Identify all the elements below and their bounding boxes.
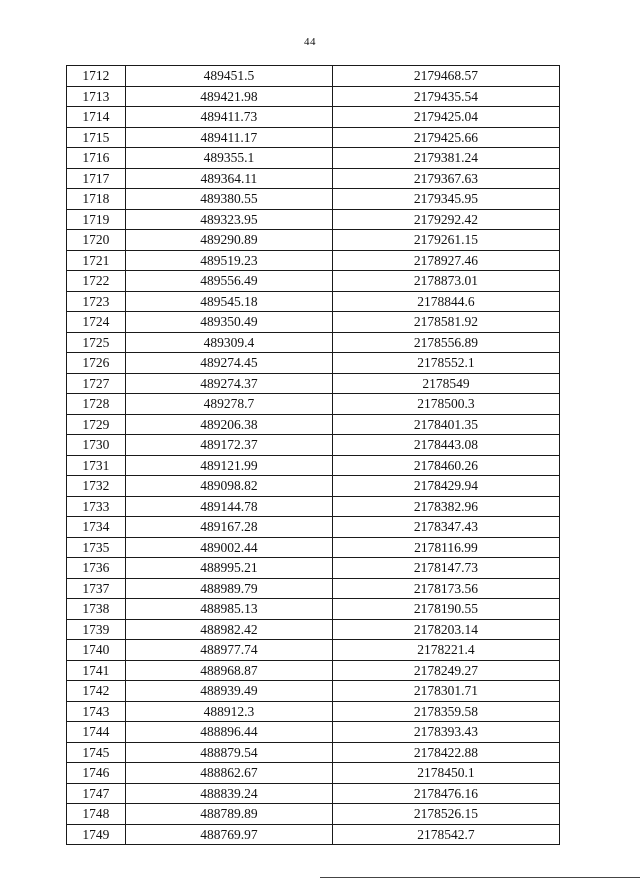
table-row <box>67 599 560 620</box>
point-number-cell: 1734 <box>67 517 126 538</box>
table-row <box>67 558 560 579</box>
x-coordinate-cell: 488989.79 <box>125 578 332 599</box>
y-coordinate-cell: 2178249.27 <box>332 660 559 681</box>
y-coordinate-cell: 2178359.58 <box>332 701 559 722</box>
table-row <box>67 742 560 763</box>
x-coordinate-cell: 488982.42 <box>125 619 332 640</box>
coordinates-table-body <box>67 66 560 845</box>
x-coordinate-cell: 488912.3 <box>125 701 332 722</box>
x-coordinate-cell: 489323.95 <box>125 209 332 230</box>
point-number-cell: 1730 <box>67 435 126 456</box>
table-row <box>67 804 560 825</box>
y-coordinate-cell: 2178190.55 <box>332 599 559 620</box>
y-coordinate-cell: 2178542.7 <box>332 824 559 845</box>
x-coordinate-cell: 489274.45 <box>125 353 332 374</box>
table-row <box>67 537 560 558</box>
x-coordinate-cell: 488939.49 <box>125 681 332 702</box>
y-coordinate-cell: 2178460.26 <box>332 455 559 476</box>
point-number-cell: 1715 <box>67 127 126 148</box>
x-coordinate-cell: 488985.13 <box>125 599 332 620</box>
x-coordinate-cell: 488839.24 <box>125 783 332 804</box>
y-coordinate-cell: 2179468.57 <box>332 66 559 87</box>
table-row <box>67 291 560 312</box>
point-number-cell: 1731 <box>67 455 126 476</box>
y-coordinate-cell: 2178173.56 <box>332 578 559 599</box>
x-coordinate-cell: 489421.98 <box>125 86 332 107</box>
point-number-cell: 1729 <box>67 414 126 435</box>
table-row <box>67 107 560 128</box>
bottom-rule <box>320 877 640 878</box>
point-number-cell: 1720 <box>67 230 126 251</box>
point-number-cell: 1714 <box>67 107 126 128</box>
y-coordinate-cell: 2179425.04 <box>332 107 559 128</box>
y-coordinate-cell: 2179345.95 <box>332 189 559 210</box>
y-coordinate-cell: 2178443.08 <box>332 435 559 456</box>
point-number-cell: 1737 <box>67 578 126 599</box>
x-coordinate-cell: 489121.99 <box>125 455 332 476</box>
y-coordinate-cell: 2178476.16 <box>332 783 559 804</box>
table-row <box>67 763 560 784</box>
x-coordinate-cell: 489355.1 <box>125 148 332 169</box>
table-row <box>67 619 560 640</box>
x-coordinate-cell: 489278.7 <box>125 394 332 415</box>
table-row <box>67 455 560 476</box>
table-row <box>67 435 560 456</box>
point-number-cell: 1749 <box>67 824 126 845</box>
x-coordinate-cell: 489350.49 <box>125 312 332 333</box>
y-coordinate-cell: 2178526.15 <box>332 804 559 825</box>
table-row <box>67 148 560 169</box>
x-coordinate-cell: 488879.54 <box>125 742 332 763</box>
table-row <box>67 66 560 87</box>
point-number-cell: 1725 <box>67 332 126 353</box>
x-coordinate-cell: 489206.38 <box>125 414 332 435</box>
point-number-cell: 1736 <box>67 558 126 579</box>
x-coordinate-cell: 488977.74 <box>125 640 332 661</box>
x-coordinate-cell: 489411.17 <box>125 127 332 148</box>
x-coordinate-cell: 488995.21 <box>125 558 332 579</box>
table-row <box>67 86 560 107</box>
y-coordinate-cell: 2178401.35 <box>332 414 559 435</box>
table-row <box>67 332 560 353</box>
point-number-cell: 1744 <box>67 722 126 743</box>
table-row <box>67 640 560 661</box>
point-number-cell: 1726 <box>67 353 126 374</box>
table-row <box>67 824 560 845</box>
y-coordinate-cell: 2178844.6 <box>332 291 559 312</box>
coordinates-table <box>66 65 560 845</box>
y-coordinate-cell: 2178147.73 <box>332 558 559 579</box>
point-number-cell: 1746 <box>67 763 126 784</box>
table-row <box>67 209 560 230</box>
x-coordinate-cell: 489380.55 <box>125 189 332 210</box>
y-coordinate-cell: 2179381.24 <box>332 148 559 169</box>
x-coordinate-cell: 489098.82 <box>125 476 332 497</box>
point-number-cell: 1713 <box>67 86 126 107</box>
y-coordinate-cell: 2178581.92 <box>332 312 559 333</box>
point-number-cell: 1727 <box>67 373 126 394</box>
point-number-cell: 1747 <box>67 783 126 804</box>
y-coordinate-cell: 2178301.71 <box>332 681 559 702</box>
y-coordinate-cell: 2179435.54 <box>332 86 559 107</box>
table-row <box>67 496 560 517</box>
y-coordinate-cell: 2178221.4 <box>332 640 559 661</box>
table-row <box>67 578 560 599</box>
x-coordinate-cell: 488896.44 <box>125 722 332 743</box>
y-coordinate-cell: 2178873.01 <box>332 271 559 292</box>
point-number-cell: 1728 <box>67 394 126 415</box>
x-coordinate-cell: 489556.49 <box>125 271 332 292</box>
table-row <box>67 701 560 722</box>
y-coordinate-cell: 2178347.43 <box>332 517 559 538</box>
x-coordinate-cell: 489002.44 <box>125 537 332 558</box>
point-number-cell: 1718 <box>67 189 126 210</box>
x-coordinate-cell: 489309.4 <box>125 332 332 353</box>
point-number-cell: 1741 <box>67 660 126 681</box>
x-coordinate-cell: 488789.89 <box>125 804 332 825</box>
x-coordinate-cell: 489451.5 <box>125 66 332 87</box>
table-row <box>67 353 560 374</box>
x-coordinate-cell: 489364.11 <box>125 168 332 189</box>
point-number-cell: 1743 <box>67 701 126 722</box>
y-coordinate-cell: 2178422.88 <box>332 742 559 763</box>
y-coordinate-cell: 2179425.66 <box>332 127 559 148</box>
y-coordinate-cell: 2178203.14 <box>332 619 559 640</box>
x-coordinate-cell: 488968.87 <box>125 660 332 681</box>
page-number: 44 <box>304 36 316 48</box>
x-coordinate-cell: 489545.18 <box>125 291 332 312</box>
point-number-cell: 1724 <box>67 312 126 333</box>
x-coordinate-cell: 489144.78 <box>125 496 332 517</box>
point-number-cell: 1723 <box>67 291 126 312</box>
point-number-cell: 1748 <box>67 804 126 825</box>
point-number-cell: 1742 <box>67 681 126 702</box>
y-coordinate-cell: 2179292.42 <box>332 209 559 230</box>
y-coordinate-cell: 2179261.15 <box>332 230 559 251</box>
table-row <box>67 271 560 292</box>
point-number-cell: 1719 <box>67 209 126 230</box>
point-number-cell: 1732 <box>67 476 126 497</box>
table-row <box>67 394 560 415</box>
x-coordinate-cell: 488862.67 <box>125 763 332 784</box>
table-row <box>67 230 560 251</box>
x-coordinate-cell: 489172.37 <box>125 435 332 456</box>
y-coordinate-cell: 2179367.63 <box>332 168 559 189</box>
point-number-cell: 1733 <box>67 496 126 517</box>
table-row <box>67 127 560 148</box>
table-row <box>67 722 560 743</box>
table-row <box>67 373 560 394</box>
point-number-cell: 1717 <box>67 168 126 189</box>
x-coordinate-cell: 488769.97 <box>125 824 332 845</box>
point-number-cell: 1721 <box>67 250 126 271</box>
table-row <box>67 783 560 804</box>
point-number-cell: 1739 <box>67 619 126 640</box>
point-number-cell: 1745 <box>67 742 126 763</box>
table-row <box>67 681 560 702</box>
x-coordinate-cell: 489411.73 <box>125 107 332 128</box>
y-coordinate-cell: 2178429.94 <box>332 476 559 497</box>
y-coordinate-cell: 2178556.89 <box>332 332 559 353</box>
point-number-cell: 1738 <box>67 599 126 620</box>
point-number-cell: 1740 <box>67 640 126 661</box>
y-coordinate-cell: 2178552.1 <box>332 353 559 374</box>
table-row <box>67 189 560 210</box>
table-row <box>67 660 560 681</box>
point-number-cell: 1712 <box>67 66 126 87</box>
x-coordinate-cell: 489167.28 <box>125 517 332 538</box>
table-row <box>67 168 560 189</box>
y-coordinate-cell: 2178116.99 <box>332 537 559 558</box>
point-number-cell: 1716 <box>67 148 126 169</box>
y-coordinate-cell: 2178382.96 <box>332 496 559 517</box>
table-row <box>67 414 560 435</box>
table-row <box>67 476 560 497</box>
point-number-cell: 1722 <box>67 271 126 292</box>
y-coordinate-cell: 2178927.46 <box>332 250 559 271</box>
y-coordinate-cell: 2178500.3 <box>332 394 559 415</box>
y-coordinate-cell: 2178393.43 <box>332 722 559 743</box>
table-row <box>67 517 560 538</box>
table-row <box>67 312 560 333</box>
table-row <box>67 250 560 271</box>
y-coordinate-cell: 2178450.1 <box>332 763 559 784</box>
x-coordinate-cell: 489290.89 <box>125 230 332 251</box>
y-coordinate-cell: 2178549 <box>332 373 559 394</box>
point-number-cell: 1735 <box>67 537 126 558</box>
x-coordinate-cell: 489274.37 <box>125 373 332 394</box>
x-coordinate-cell: 489519.23 <box>125 250 332 271</box>
